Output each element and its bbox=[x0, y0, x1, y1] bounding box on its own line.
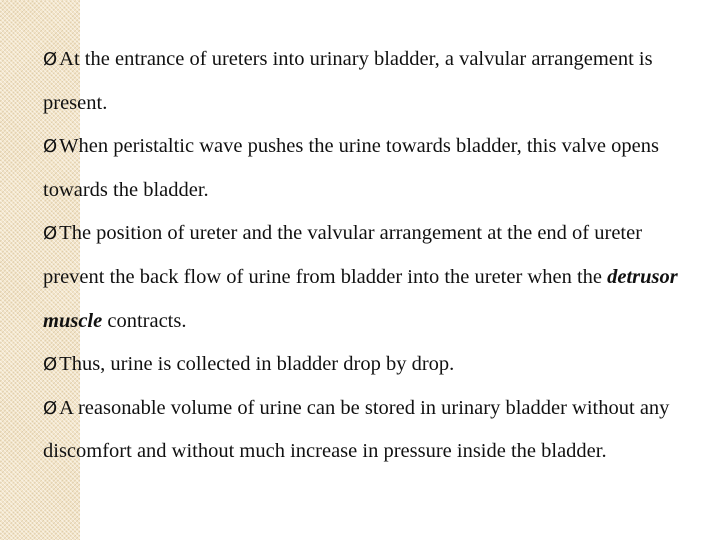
bullet-item bbox=[43, 343, 708, 387]
bullet-item bbox=[43, 125, 708, 212]
bullet-text: At the entrance of ureters into urinary bladder, a valvular arrangement is present. bbox=[43, 48, 653, 114]
slide-body bbox=[43, 38, 708, 474]
emphasized-term: detrusor muscle bbox=[43, 265, 678, 332]
bullet-item bbox=[43, 212, 708, 343]
arrow-bullet-icon: Ø bbox=[43, 136, 58, 158]
bullet-text: A reasonable volume of urine can be stored in urinary bladder without any discomfort and without much increase in pressure inside the bladder. bbox=[43, 396, 670, 463]
arrow-bullet-icon: Ø bbox=[43, 223, 58, 245]
arrow-bullet-icon: Ø bbox=[43, 49, 58, 70]
bullet-text-end: contracts. bbox=[102, 309, 187, 332]
bullet-text: The position of ureter and the valvular arrangement at the end of ureter prevent the back flow of urine from bladder into the ureter when the bbox=[43, 222, 643, 288]
bullet-item bbox=[43, 38, 708, 125]
bullet-text: Thus, urine is collected in bladder drop by drop. bbox=[59, 353, 455, 376]
arrow-bullet-icon: Ø bbox=[43, 397, 58, 419]
arrow-bullet-icon: Ø bbox=[43, 354, 58, 376]
bullet-text: When peristaltic wave pushes the urine towards bladder, this valve opens towards the bladder. bbox=[43, 135, 659, 201]
bullet-item bbox=[43, 387, 708, 474]
